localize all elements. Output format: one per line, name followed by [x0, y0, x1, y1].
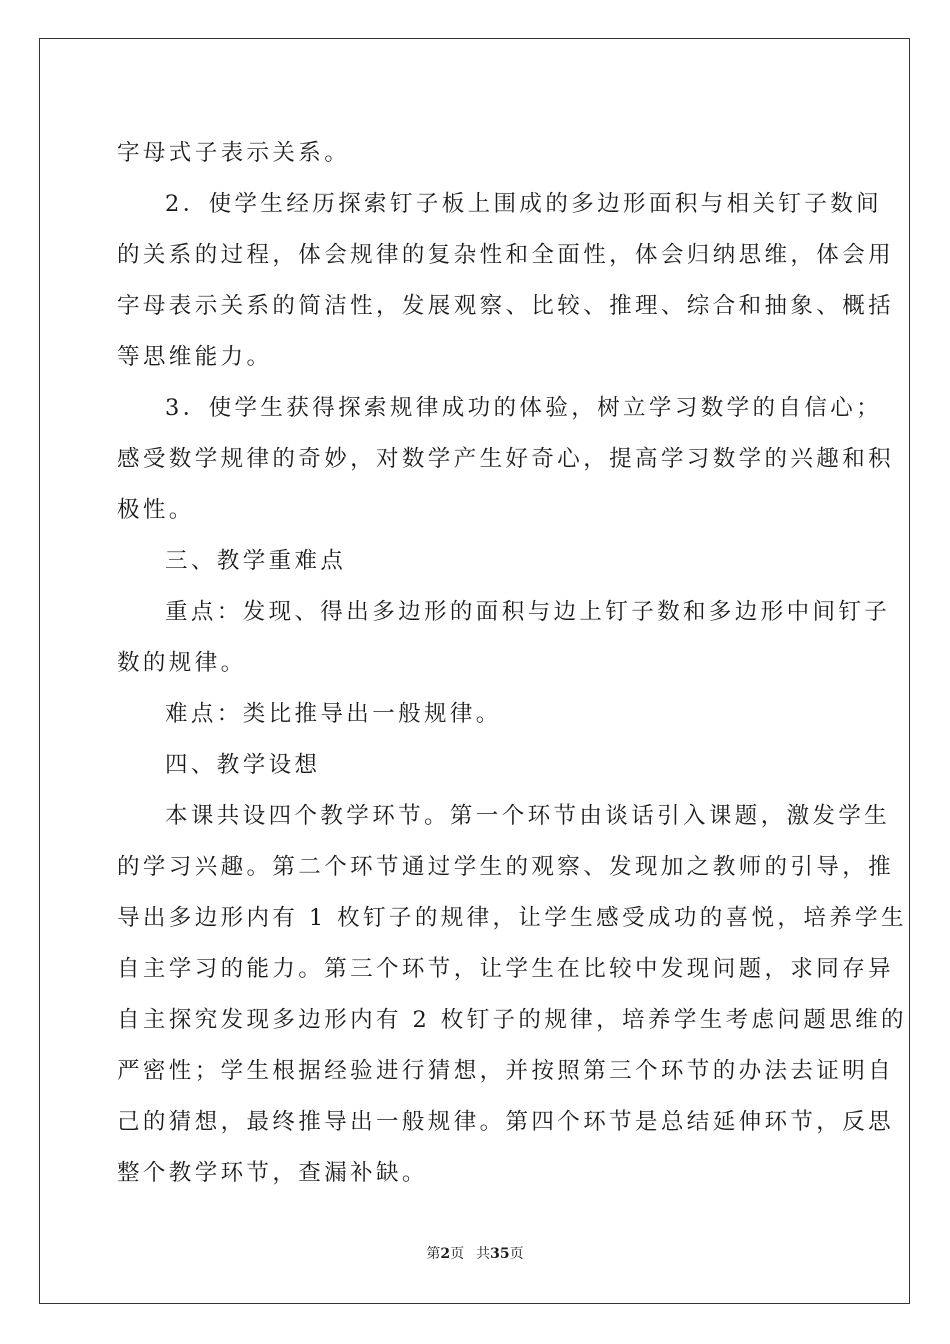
total-prefix: 共	[476, 1246, 491, 1262]
text-line: 严密性；学生根据经验进行猜想，并按照第三个环节的办法去证明自	[117, 1058, 895, 1084]
text-line: 的学习兴趣。第二个环节通过学生的观察、发现加之教师的引导，推	[117, 854, 895, 880]
text-line: 字母式子表示关系。	[117, 140, 351, 166]
section-heading-teaching-plan: 四、教学设想	[165, 752, 321, 778]
text-line: 自主探究发现多边形内有 2 枚钉子的规律，培养学生考虑问题思维的	[117, 1007, 907, 1033]
paragraph-item-2: 2．使学生经历探索钉子板上围成的多边形面积与相关钉子数间	[165, 191, 883, 217]
difficulty-paragraph: 难点：类比推导出一般规律。	[165, 701, 502, 727]
page-footer	[0, 1243, 950, 1263]
key-point-paragraph: 重点：发现、得出多边形的面积与边上钉子数和多边形中间钉子	[165, 599, 891, 625]
total-suffix: 页	[509, 1246, 524, 1262]
page-prefix: 第	[426, 1246, 441, 1262]
text-line: 字母表示关系的简洁性，发展观察、比较、推理、综合和抽象、概括	[117, 293, 895, 319]
text-line: 极性。	[117, 497, 195, 523]
text-line: 的关系的过程，体会规律的复杂性和全面性，体会归纳思维，体会用	[117, 242, 895, 268]
text-line: 数的规律。	[117, 650, 247, 676]
text-line: 导出多边形内有 1 枚钉子的规律，让学生感受成功的喜悦，培养学生	[117, 905, 907, 931]
teaching-plan-paragraph: 本课共设四个教学环节。第一个环节由谈话引入课题，激发学生	[165, 803, 891, 829]
page-number: 2	[440, 1246, 451, 1262]
section-heading-key-points: 三、教学重难点	[165, 548, 347, 574]
text-line: 己的猜想，最终推导出一般规律。第四个环节是总结延伸环节，反思	[117, 1109, 895, 1135]
document-body	[117, 128, 907, 1199]
text-line: 等思维能力。	[117, 344, 273, 370]
text-line: 自主学习的能力。第三个环节，让学生在比较中发现问题，求同存异	[117, 956, 895, 982]
page-suffix: 页	[450, 1246, 465, 1262]
text-line: 整个教学环节，查漏补缺。	[117, 1160, 428, 1186]
paragraph-item-3: 3．使学生获得探索规律成功的体验，树立学习数学的自信心；	[165, 395, 883, 421]
total-pages: 35	[490, 1246, 510, 1262]
text-line: 感受数学规律的奇妙，对数学产生好奇心，提高学习数学的兴趣和积	[117, 446, 895, 472]
